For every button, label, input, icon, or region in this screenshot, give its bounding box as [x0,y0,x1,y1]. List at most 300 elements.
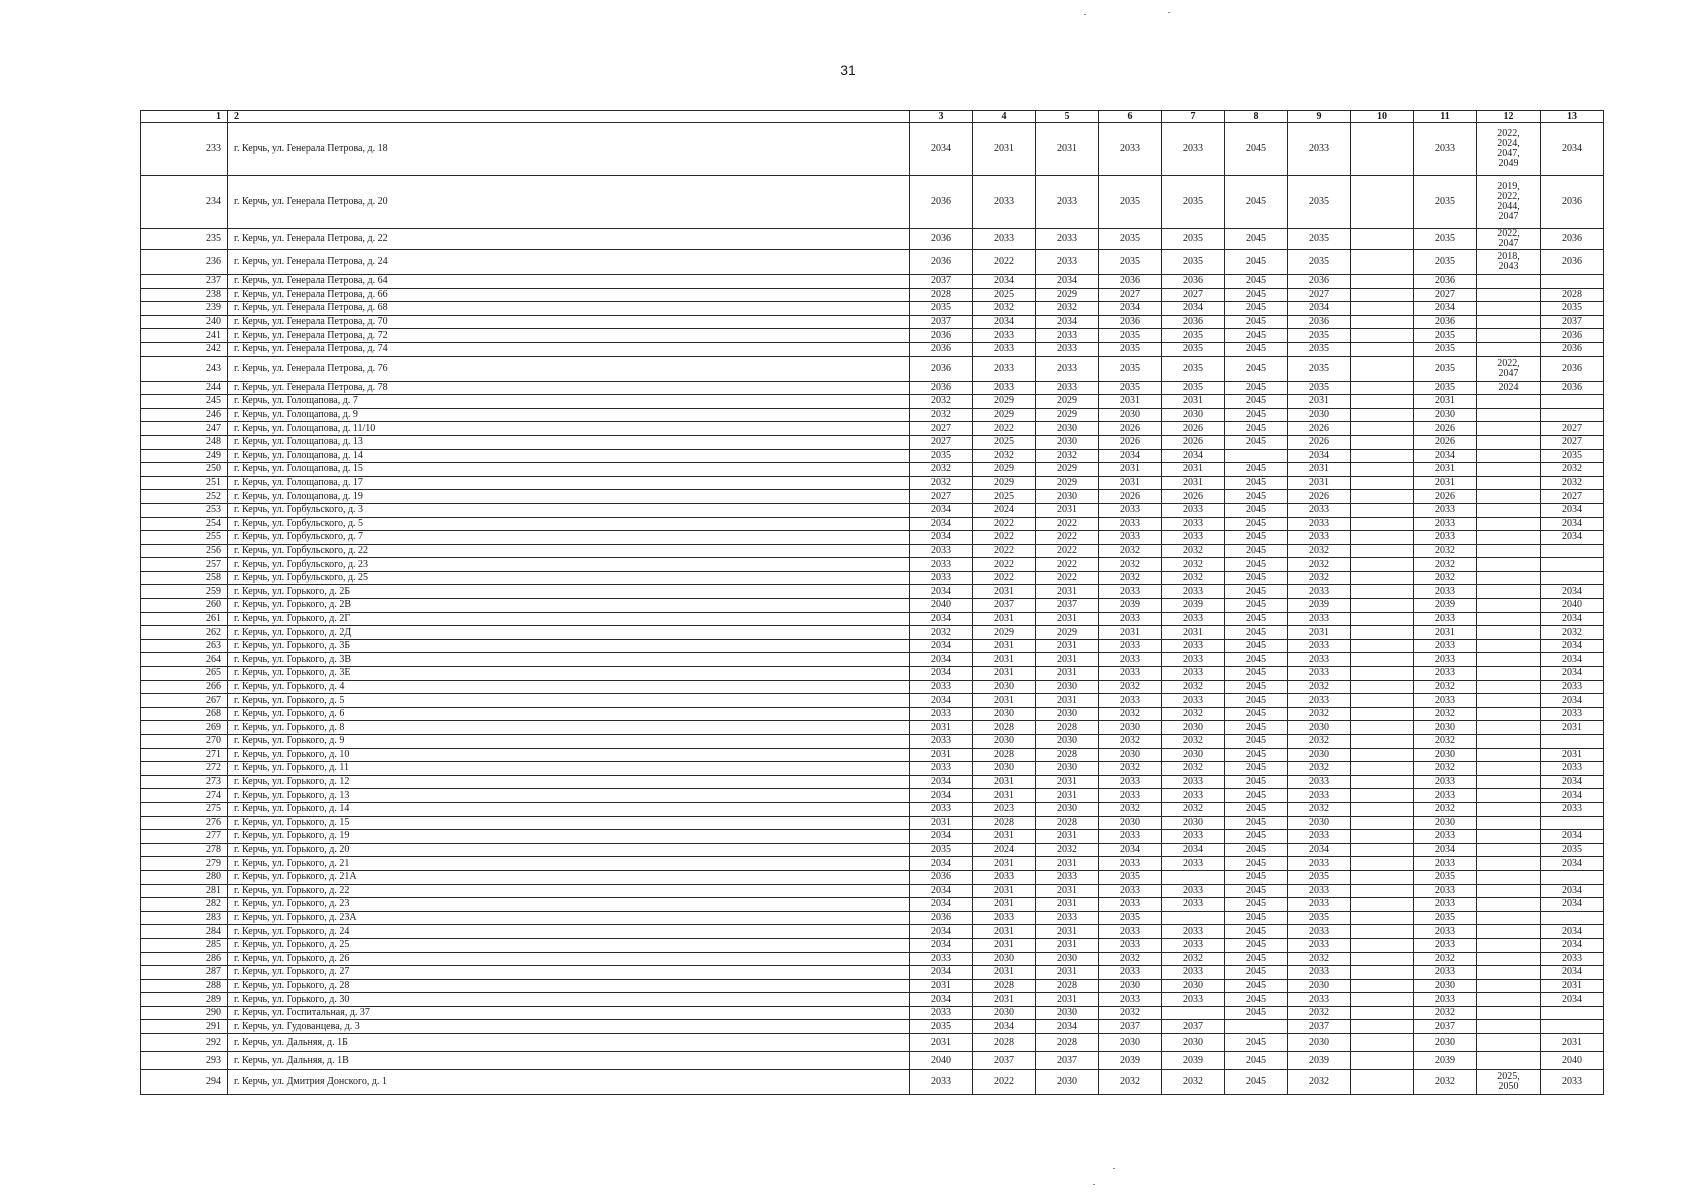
table-cell [1351,422,1414,436]
table-row [141,707,1604,721]
table-cell: 2032 [1288,558,1351,572]
table-cell [1477,802,1541,816]
table-cell [1477,775,1541,789]
table-cell: г. Керчь, ул. Горбульского, д. 25 [228,571,910,585]
table-cell [1351,653,1414,667]
table-cell: 2037 [973,599,1036,613]
table-cell: г. Керчь, ул. Горького, д. 6 [228,707,910,721]
table-cell: 2025, 2050 [1477,1070,1541,1095]
table-cell [1351,993,1414,1007]
table-cell: 2034 [910,830,973,844]
table-row [141,653,1604,667]
table-cell: 2033 [1162,789,1225,803]
table-cell: 2022 [973,422,1036,436]
table-cell: 2034 [910,585,973,599]
table-cell [1477,449,1541,463]
table-cell: г. Керчь, ул. Горького, д. 12 [228,775,910,789]
table-cell: 2033 [1099,966,1162,980]
table-row [141,176,1604,229]
table-cell: 2033 [1162,612,1225,626]
table-cell: 283 [141,911,228,925]
table-cell: 2028 [973,816,1036,830]
table-cell: 2033 [1036,329,1099,343]
data-table [140,110,1604,1095]
table-cell: 2025 [973,288,1036,302]
table-cell: 2022 [973,558,1036,572]
table-cell: 2032 [1162,802,1225,816]
table-cell: 2045 [1225,503,1288,517]
table-cell: 2033 [910,571,973,585]
table-cell: 2036 [1541,176,1604,229]
table-cell: 2032 [1099,1070,1162,1095]
table-cell: 2031 [1541,748,1604,762]
table-cell: 2034 [1541,775,1604,789]
table-cell: 2045 [1225,571,1288,585]
table-cell: 2033 [1099,694,1162,708]
table-cell: 251 [141,476,228,490]
table-cell: 2030 [1414,748,1477,762]
table-cell [1477,288,1541,302]
table-cell: 2031 [1099,626,1162,640]
table-cell: 2045 [1225,870,1288,884]
table-cell [1477,843,1541,857]
table-cell [1351,694,1414,708]
table-cell: 2031 [973,123,1036,176]
table-cell: 2033 [1541,707,1604,721]
table-cell: 2033 [1162,966,1225,980]
table-cell: 239 [141,302,228,316]
table-cell [1351,1070,1414,1095]
header-cell: 1 [141,111,228,123]
table-cell: 2034 [910,789,973,803]
table-cell [1351,789,1414,803]
table-cell: 2033 [910,558,973,572]
table-cell: 2045 [1225,911,1288,925]
table-cell: 2045 [1225,599,1288,613]
table-cell: 2033 [1162,938,1225,952]
table-cell: 248 [141,435,228,449]
table-cell: 2033 [1414,503,1477,517]
table-cell: 2034 [910,612,973,626]
table-cell: 260 [141,599,228,613]
table-cell: 2033 [1099,775,1162,789]
table-cell: 245 [141,395,228,409]
table-cell: г. Керчь, ул. Голощапова, д. 13 [228,435,910,449]
table-cell: 2030 [973,735,1036,749]
table-cell: 271 [141,748,228,762]
table-cell: 2031 [1414,463,1477,477]
table-cell: 2031 [910,748,973,762]
table-cell: 2033 [1414,653,1477,667]
table-cell: 261 [141,612,228,626]
table-cell: 2030 [1099,1034,1162,1052]
table-cell: 2032 [1162,707,1225,721]
table-cell: 2033 [1162,884,1225,898]
table-cell: 2031 [1036,884,1099,898]
table-cell: г. Керчь, ул. Горького, д. 13 [228,789,910,803]
table-cell: 2045 [1225,176,1288,229]
table-row [141,952,1604,966]
table-cell: г. Керчь, ул. Горького, д. 9 [228,735,910,749]
table-cell: 2032 [1414,680,1477,694]
header-cell: 8 [1225,111,1288,123]
table-cell [1477,302,1541,316]
table-row [141,748,1604,762]
table-cell [1477,667,1541,681]
table-cell: 2035 [1541,449,1604,463]
table-cell: 2033 [1414,898,1477,912]
table-cell: 2033 [1288,585,1351,599]
table-cell: 2033 [1162,993,1225,1007]
table-cell: 2035 [910,1020,973,1034]
table-cell: 2032 [1036,449,1099,463]
table-cell: г. Керчь, ул. Горького, д. 20 [228,843,910,857]
table-cell: 256 [141,544,228,558]
table-cell: 2032 [1414,544,1477,558]
table-row [141,898,1604,912]
table-cell: 2030 [973,952,1036,966]
table-cell: 2033 [1099,993,1162,1007]
table-cell: 2033 [1036,250,1099,275]
table-cell: 2034 [910,925,973,939]
table-cell: 2033 [1414,667,1477,681]
table-cell: 2035 [1099,870,1162,884]
table-cell: 2033 [1288,517,1351,531]
table-cell: 2034 [1541,857,1604,871]
table-cell: 2028 [1036,1034,1099,1052]
table-cell: 2033 [910,1070,973,1095]
table-cell: 2032 [1288,680,1351,694]
table-cell: 2033 [973,229,1036,250]
table-row [141,599,1604,613]
table-cell: 2035 [1099,381,1162,395]
table-cell: 286 [141,952,228,966]
table-row [141,342,1604,356]
table-cell: 2030 [1036,1070,1099,1095]
table-cell: 2034 [1541,585,1604,599]
table-cell: 2031 [1541,1034,1604,1052]
table-cell: 2030 [973,1006,1036,1020]
table-cell [1477,585,1541,599]
table-cell: 2031 [1288,626,1351,640]
table-cell [1477,898,1541,912]
table-cell: 2045 [1225,639,1288,653]
table-cell: 2034 [910,966,973,980]
table-cell: 2034 [1036,275,1099,289]
table-cell: 2034 [1162,843,1225,857]
table-cell: 2029 [973,408,1036,422]
table-row [141,789,1604,803]
table-cell: г. Керчь, ул. Горького, д. 19 [228,830,910,844]
table-cell [1351,599,1414,613]
table-cell: 238 [141,288,228,302]
table-row [141,490,1604,504]
table-row [141,329,1604,343]
table-cell: 2028 [973,979,1036,993]
table-cell: г. Керчь, ул. Дальняя, д. 1В [228,1052,910,1070]
table-cell: 2033 [1162,585,1225,599]
table-cell: 2031 [1036,667,1099,681]
table-cell: 235 [141,229,228,250]
table-cell: 2033 [1541,952,1604,966]
table-cell: 2045 [1225,1006,1288,1020]
table-cell: 2045 [1225,884,1288,898]
table-row [141,626,1604,640]
table-row [141,503,1604,517]
table-cell: 2034 [1288,843,1351,857]
table-cell: 2018, 2043 [1477,250,1541,275]
table-cell: 2034 [1541,830,1604,844]
table-cell: г. Керчь, ул. Генерала Петрова, д. 22 [228,229,910,250]
table-cell [1477,1034,1541,1052]
table-cell: 2031 [973,884,1036,898]
table-cell [1351,1052,1414,1070]
table-cell: 2033 [1036,229,1099,250]
table-cell: 2030 [1036,952,1099,966]
table-cell: 2035 [1288,870,1351,884]
table-cell: 269 [141,721,228,735]
table-row [141,395,1604,409]
table-row [141,1052,1604,1070]
table-cell: 257 [141,558,228,572]
table-cell: 2035 [1541,843,1604,857]
table-cell: 2033 [1099,639,1162,653]
table-cell [1351,966,1414,980]
header-cell: 5 [1036,111,1099,123]
table-cell: 2032 [1288,1070,1351,1095]
table-cell: 273 [141,775,228,789]
table-row [141,979,1604,993]
table-row [141,275,1604,289]
table-cell: 2033 [1414,639,1477,653]
table-cell: 2033 [1288,857,1351,871]
table-cell: 2033 [1162,653,1225,667]
table-cell: 2022 [973,250,1036,275]
table-cell: г. Керчь, ул. Генерала Петрова, д. 74 [228,342,910,356]
table-cell: 253 [141,503,228,517]
table-cell: 2027 [910,435,973,449]
table-cell: 2033 [1099,517,1162,531]
table-cell [1477,748,1541,762]
table-row [141,721,1604,735]
table-cell: 2026 [1414,490,1477,504]
table-cell [1477,517,1541,531]
table-cell: 2039 [1099,599,1162,613]
table-cell: 2040 [1541,1052,1604,1070]
table-cell [1477,639,1541,653]
table-cell: 2035 [1162,329,1225,343]
table-cell: 2026 [1162,422,1225,436]
table-cell: г. Керчь, ул. Горького, д. 27 [228,966,910,980]
table-cell: 2024 [973,503,1036,517]
table-cell: 2036 [1162,275,1225,289]
table-cell: 2045 [1225,435,1288,449]
table-cell: 275 [141,802,228,816]
table-cell: 2033 [1414,925,1477,939]
table-cell: 2040 [1541,599,1604,613]
table-cell: 2026 [1162,490,1225,504]
table-cell: 2030 [1414,408,1477,422]
scan-speck [1093,1184,1095,1185]
table-cell: 2034 [910,653,973,667]
header-cell: 2 [228,111,910,123]
table-cell: 2032 [1414,1006,1477,1020]
table-cell: г. Керчь, ул. Горбульского, д. 22 [228,544,910,558]
table-cell: 2034 [1541,789,1604,803]
table-cell: 2029 [1036,395,1099,409]
table-cell: 2028 [973,1034,1036,1052]
table-cell: 2036 [1099,275,1162,289]
table-cell: 2032 [1414,735,1477,749]
table-cell: г. Керчь, ул. Горького, д. 2Г [228,612,910,626]
table-cell [1477,435,1541,449]
table-cell: 2034 [1541,938,1604,952]
table-cell: 2033 [1288,925,1351,939]
table-cell [1351,762,1414,776]
table-cell: 2033 [1288,123,1351,176]
table-row [141,870,1604,884]
table-cell: 2033 [1099,531,1162,545]
table-cell: 2030 [1288,979,1351,993]
table-cell: 2032 [1288,735,1351,749]
table-cell: 2031 [973,775,1036,789]
table-cell: 2035 [910,843,973,857]
table-cell: 2030 [1288,816,1351,830]
table-cell: 2030 [1036,490,1099,504]
table-cell: 2031 [1036,694,1099,708]
table-cell [1477,1020,1541,1034]
table-cell [1541,275,1604,289]
table-cell: г. Керчь, ул. Горького, д. 2Д [228,626,910,640]
table-cell: 2045 [1225,395,1288,409]
table-cell: 2045 [1225,381,1288,395]
table-cell: 2032 [1288,707,1351,721]
table-row [141,408,1604,422]
table-cell [1351,463,1414,477]
table-cell: 2031 [1036,639,1099,653]
table-cell: 2035 [1162,356,1225,381]
table-cell: 2035 [1162,381,1225,395]
table-cell: 2045 [1225,250,1288,275]
table-cell [1477,884,1541,898]
table-cell: 2036 [910,329,973,343]
table-cell: 2037 [910,315,973,329]
table-cell: 2032 [1288,952,1351,966]
table-cell: 2025 [973,435,1036,449]
table-cell: г. Керчь, ул. Горького, д. 23 [228,898,910,912]
table-cell: 2040 [910,599,973,613]
table-cell: 2037 [1162,1020,1225,1034]
table-cell: 259 [141,585,228,599]
table-cell: 2031 [1036,966,1099,980]
table-cell: 2030 [1414,979,1477,993]
table-cell: 2034 [910,667,973,681]
table-cell: 249 [141,449,228,463]
table-cell: 2029 [1036,288,1099,302]
table-cell: 2045 [1225,275,1288,289]
table-cell: 2030 [1414,1034,1477,1052]
table-cell: 2031 [973,612,1036,626]
table-cell: 2026 [1099,490,1162,504]
table-cell: 2024 [1477,381,1541,395]
table-cell: 2035 [1099,911,1162,925]
table-cell: 2045 [1225,422,1288,436]
table-cell: 2022, 2047 [1477,229,1541,250]
table-cell: 2024 [973,843,1036,857]
table-cell: 2032 [1099,544,1162,558]
table-cell: 2034 [1541,639,1604,653]
table-cell: 2033 [910,952,973,966]
table-cell: 244 [141,381,228,395]
table-cell: 2022 [1036,517,1099,531]
table-cell [1351,315,1414,329]
table-cell: 2033 [1162,503,1225,517]
table-cell: 2036 [1541,381,1604,395]
table-cell: г. Керчь, ул. Горбульского, д. 3 [228,503,910,517]
table-cell: 2032 [1099,707,1162,721]
table-cell: 2035 [1288,329,1351,343]
table-cell: 2032 [1288,762,1351,776]
table-cell [1351,123,1414,176]
table-cell: 2033 [1288,789,1351,803]
table-cell [1541,816,1604,830]
table-cell: 2025 [973,490,1036,504]
table-cell: 2028 [1036,979,1099,993]
table-cell: 2032 [1036,302,1099,316]
table-cell: 2045 [1225,463,1288,477]
table-cell: 2030 [1036,422,1099,436]
table-cell: 2029 [1036,408,1099,422]
table-cell: 2033 [1099,789,1162,803]
table-cell: г. Керчь, ул. Голощапова, д. 9 [228,408,910,422]
table-cell: 2045 [1225,288,1288,302]
table-cell: 2045 [1225,329,1288,343]
table-row [141,449,1604,463]
table-cell [1351,531,1414,545]
table-cell [1477,612,1541,626]
table-cell: 2029 [1036,476,1099,490]
table-cell [1541,1020,1604,1034]
table-cell [1477,463,1541,477]
table-cell: 293 [141,1052,228,1070]
table-cell: 2045 [1225,857,1288,871]
table-cell [1162,911,1225,925]
table-cell [1351,381,1414,395]
table-cell [1351,435,1414,449]
table-cell: 2035 [1099,229,1162,250]
table-cell: 2034 [910,694,973,708]
table-cell: 2030 [1036,707,1099,721]
table-cell: 234 [141,176,228,229]
table-cell: г. Керчь, ул. Горького, д. 26 [228,952,910,966]
table-cell: г. Керчь, ул. Горького, д. 21А [228,870,910,884]
table-cell: 2033 [1414,789,1477,803]
table-cell: 2032 [1036,843,1099,857]
table-cell: 2033 [1414,531,1477,545]
table-row [141,544,1604,558]
table-cell [1351,1006,1414,1020]
table-row [141,229,1604,250]
table-row [141,993,1604,1007]
table-cell: 2036 [910,381,973,395]
table-cell: 2030 [1099,408,1162,422]
scan-speck [1084,14,1086,15]
table-cell: 254 [141,517,228,531]
table-cell: 2035 [1099,329,1162,343]
table-row [141,463,1604,477]
table-cell: 2031 [1036,585,1099,599]
table-cell: 2036 [1414,315,1477,329]
